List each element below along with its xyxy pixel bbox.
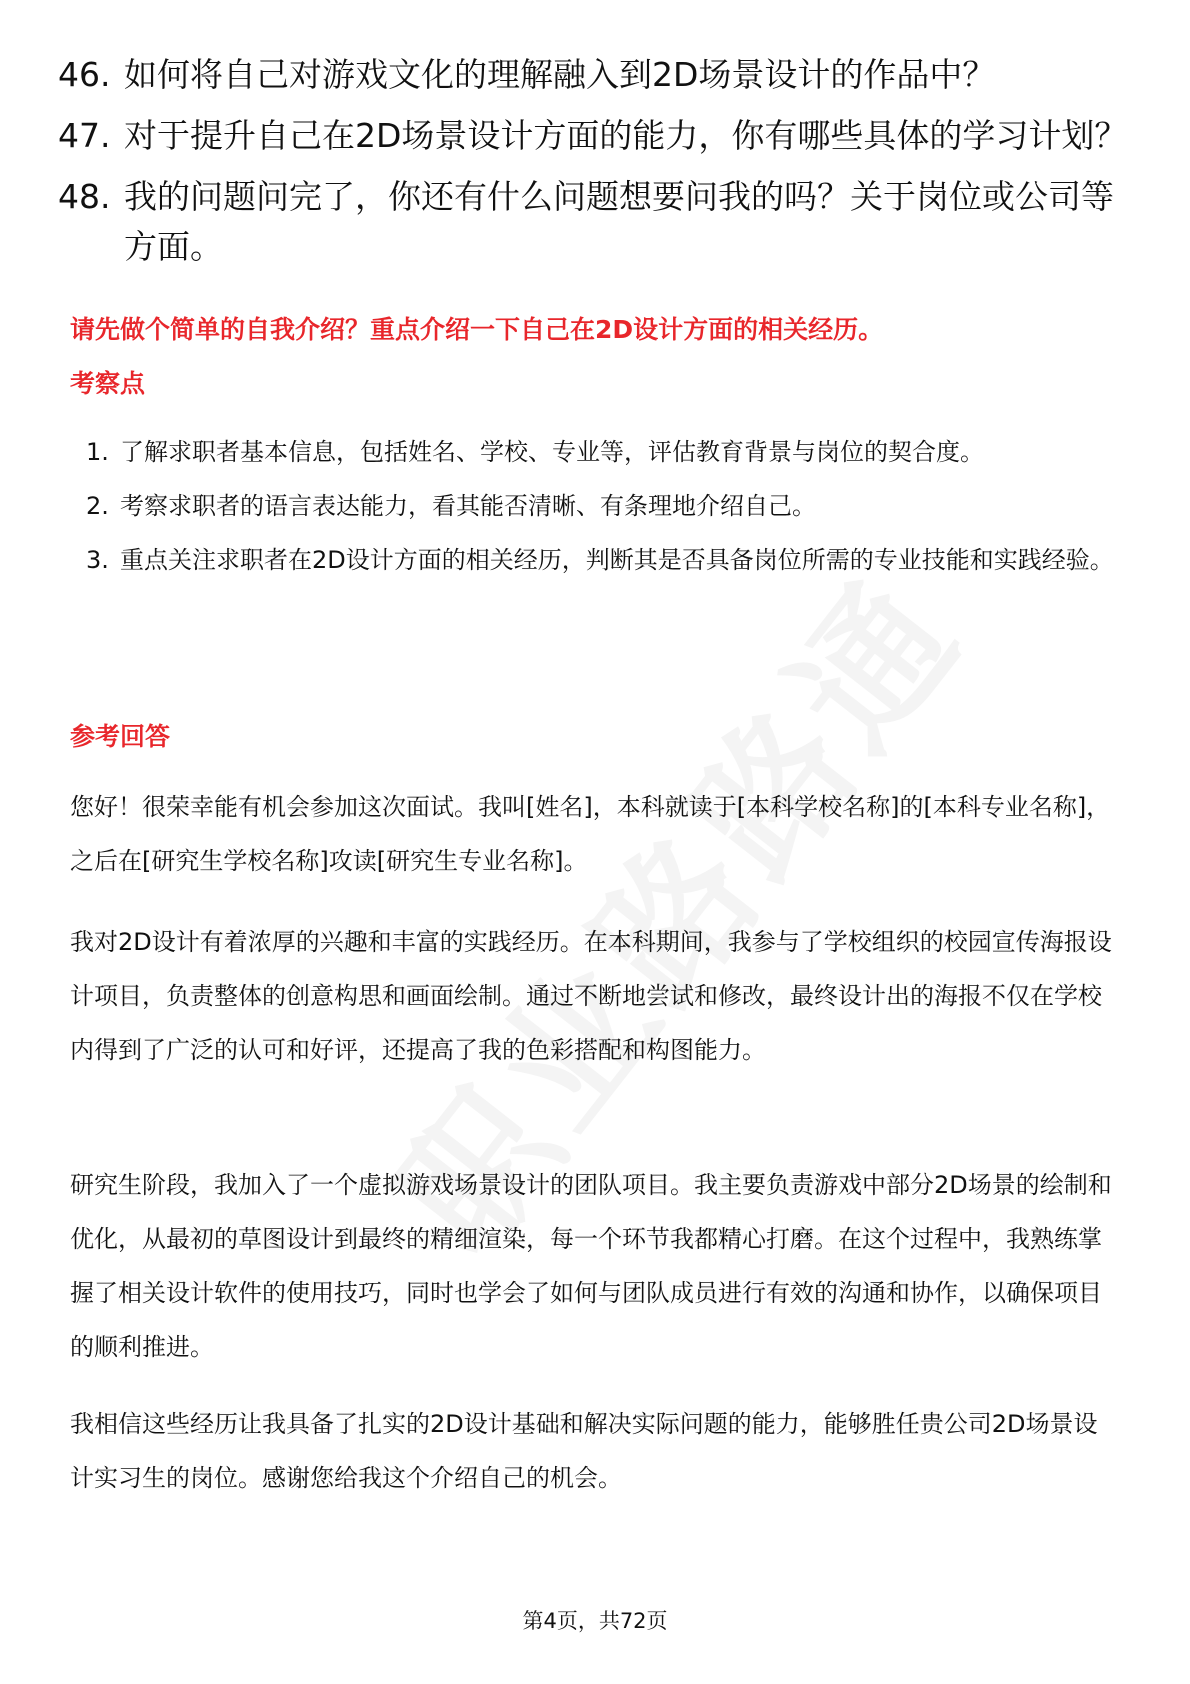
answer-paragraph: 我对2D设计有着浓厚的兴趣和丰富的实践经历。在本科期间，我参与了学校组织的校园宣传海报设计项目，负责整体的创意构思和画面绘制。通过不断地尝试和修改，最终设计出的海报不仅在学校内得到了广泛的认可和好评，还提高了我的色彩搭配和构图能力。 (70, 928, 1112, 1064)
question-text: 对于提升自己在2D场景设计方面的能力，你有哪些具体的学习计划？ (124, 116, 1128, 155)
exam-point-number: 3. (86, 546, 109, 574)
question-text: 我的问题问完了，你还有什么问题想要问我的吗？关于岗位或公司等方面。 (124, 177, 1114, 266)
exam-point-item (86, 479, 1126, 533)
question-list (58, 50, 1138, 283)
exam-point-number: 2. (86, 492, 109, 520)
question-heading: 请先做个简单的自我介绍？重点介绍一下自己在2D设计方面的相关经历。 (70, 315, 884, 344)
question-number: 47. (58, 116, 111, 155)
page-footer: 第4页，共72页 (522, 1609, 668, 1633)
exam-point-item (86, 425, 1126, 479)
answer-paragraph: 我相信这些经历让我具备了扎实的2D设计基础和解决实际问题的能力，能够胜任贵公司2D场景设计实习生的岗位。感谢您给我这个介绍自己的机会。 (70, 1410, 1098, 1492)
exam-points-title: 考察点 (70, 369, 146, 398)
exam-point-item (86, 533, 1126, 587)
answer-paragraph: 您好！很荣幸能有机会参加这次面试。我叫[姓名]，本科就读于[本科学校名称]的[本科专业名称]，之后在[研究生学校名称]攻读[研究生专业名称]。 (70, 793, 1111, 875)
question-number: 48. (58, 177, 111, 216)
exam-point-text: 重点关注求职者在2D设计方面的相关经历，判断其是否具备岗位所需的专业技能和实践经验。 (120, 546, 1114, 574)
question-item (58, 111, 1138, 161)
answer-paragraph: 研究生阶段，我加入了一个虚拟游戏场景设计的团队项目。我主要负责游戏中部分2D场景的绘制和优化，从最初的草图设计到最终的精细渲染，每一个环节我都精心打磨。在这个过程中，我熟练掌握了相关设计软件的使用技巧，同时也学会了如何与团队成员进行有效的沟通和协作，以确保项目的顺利推进。 (70, 1171, 1112, 1361)
question-number: 46. (58, 55, 111, 94)
question-item (58, 172, 1138, 272)
exam-points-list (86, 425, 1126, 587)
answer-title: 参考回答 (70, 722, 171, 751)
question-text: 如何将自己对游戏文化的理解融入到2D场景设计的作品中？ (124, 55, 996, 94)
exam-point-text: 了解求职者基本信息，包括姓名、学校、专业等，评估教育背景与岗位的契合度。 (120, 438, 984, 466)
exam-point-text: 考察求职者的语言表达能力，看其能否清晰、有条理地介绍自己。 (120, 492, 816, 520)
question-item (58, 50, 1138, 100)
exam-point-number: 1. (86, 438, 109, 466)
